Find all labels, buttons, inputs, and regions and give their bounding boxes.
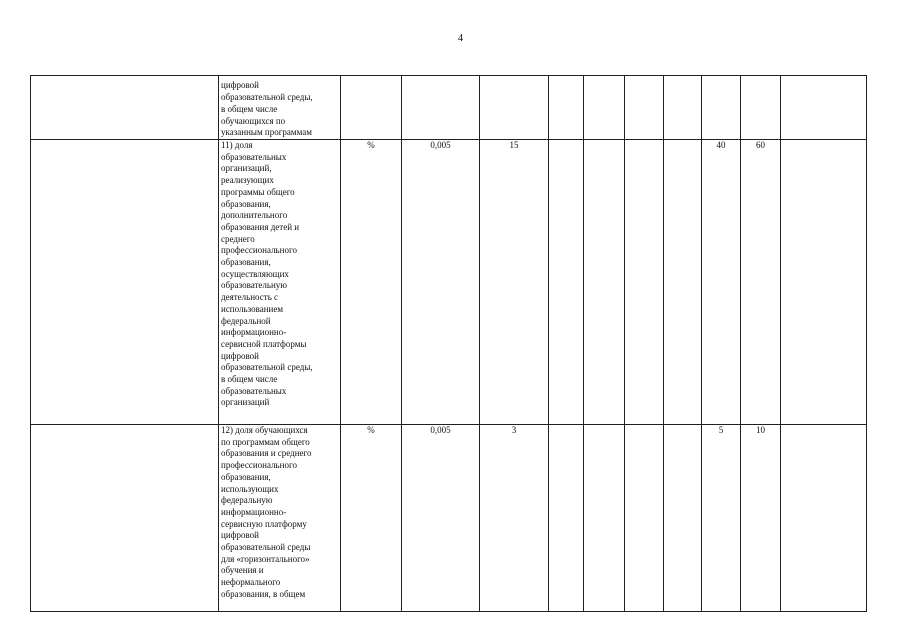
value-cell [664,140,702,425]
unit-cell: % [341,425,402,612]
page-number: 4 [457,33,464,44]
empty-cell [31,76,219,140]
value-cell [402,76,480,140]
value-cell [625,140,664,425]
value-cell: 40 [702,140,741,425]
table-row [31,425,867,612]
value-cell [781,76,867,140]
value-cell [741,76,781,140]
empty-cell [31,140,219,425]
value-cell: 0,005 [402,425,480,612]
value-cell [549,140,584,425]
unit-cell: % [341,140,402,425]
table-row [31,140,867,425]
value-cell [480,76,549,140]
value-cell [549,76,584,140]
value-cell [584,76,625,140]
value-cell [702,76,741,140]
value-cell [549,425,584,612]
value-cell [625,76,664,140]
value-cell [584,140,625,425]
value-cell [664,425,702,612]
indicator-name-cell: цифровой образовательной среды, в общем числе обучающихся по указанным программам [219,76,341,140]
value-cell [625,425,664,612]
value-cell: 15 [480,140,549,425]
value-cell [781,140,867,425]
value-cell: 5 [702,425,741,612]
value-cell [664,76,702,140]
indicators-table [30,75,867,612]
indicator-name-cell: 12) доля обучающихся по программам общего образования и среднего профессионального образования, использующих федеральную информационно- сервисную платформу цифровой образовательной среды для «горизонтального» обучения и неформального образования, в общем [219,425,341,612]
empty-cell [31,425,219,612]
value-cell: 10 [741,425,781,612]
value-cell: 3 [480,425,549,612]
table-row [31,76,867,140]
indicator-name-cell: 11) доля образовательных организаций, реализующих программы общего образования, дополнительного образования детей и среднего профессионального образования, осуществляющих образовательную деятельность с использованием федеральной информационно- сервисной платформы цифровой образовательной среды, в общем числе образовательных организаций [219,140,341,425]
value-cell [584,425,625,612]
value-cell [781,425,867,612]
value-cell: 60 [741,140,781,425]
unit-cell [341,76,402,140]
value-cell: 0,005 [402,140,480,425]
